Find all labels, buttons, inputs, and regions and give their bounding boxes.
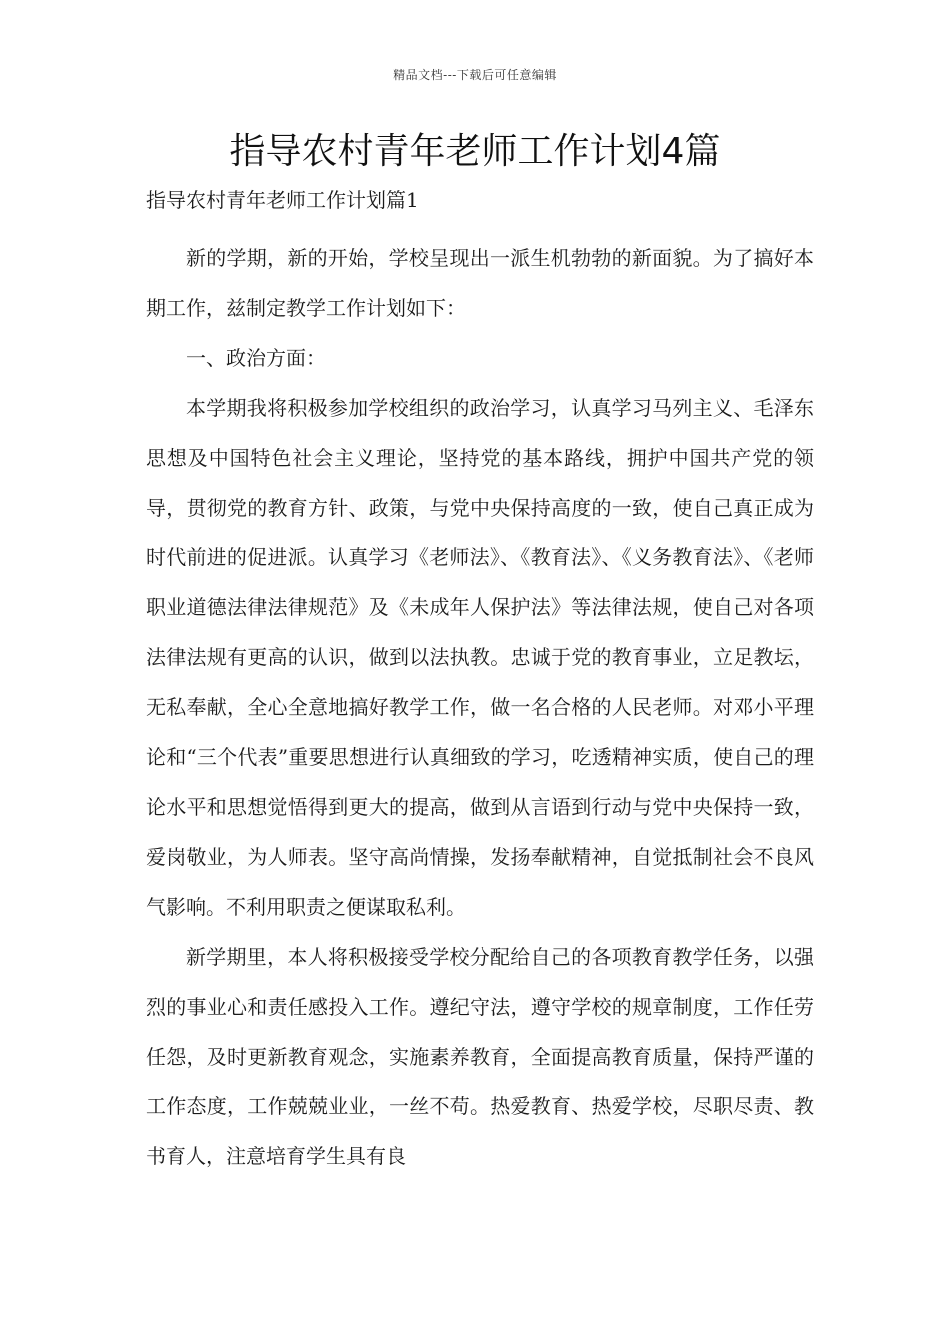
section-heading: 指导农村青年老师工作计划篇1 (146, 188, 419, 212)
header-note: 精品文档---下载后可任意编辑 (393, 68, 557, 82)
paragraph-politics-heading: 一、政治方面： (186, 345, 326, 370)
document-title: 指导农村青年老师工作计划4篇 (229, 131, 721, 172)
paragraph-politics-study: 本学期我将积极参加学校组织的政治学习，认真学习马列主义、毛泽东思想及中国特色社会主义理论，坚持党的基本路线，拥护中国共产党的领导，贯彻党的教育方针、政策，与党中央保持高度的一致，使自己真正成为时代前进的促进派。认真学习《老师法》、《教育法》、《义务教育法》、《老师职业道德法律法律规范》及《未成年人保护法》等法律法规，使自己对各项法律法规有更高的认识，做到以法执教。忠诚于党的教育事业，立足教坛，无私奉献，全心全意地搞好教学工作，做一名合格的人民老师。对邓小平理论和“三个代表”重要思想进行认真细致的学习，吃透精神实质，使自己的理论水平和思想觉悟得到更大的提高，做到从言语到行动与党中央保持一致，爱岗敬业，为人师表。坚守高尚情操，发扬奉献精神，自觉抵制社会不良风气影响。不利用职责之便谋取私利。 (146, 395, 814, 919)
paragraph-intro: 新的学期，新的开始，学校呈现出一派生机勃勃的新面貌。为了搞好本期工作，兹制定教学工作计划如下： (146, 246, 814, 320)
paragraph-new-term: 新学期里，本人将积极接受学校分配给自己的各项教育教学任务，以强烈的事业心和责任感投入工作。遵纪守法，遵守学校的规章制度，工作任劳任怨，及时更新教育观念，实施素养教育，全面提高教育质量，保持严谨的工作态度，工作兢兢业业，一丝不苟。热爱教育、热爱学校，尽职尽责、教书育人，注意培育学生具有良 (146, 944, 814, 1169)
body-text (146, 234, 814, 1182)
